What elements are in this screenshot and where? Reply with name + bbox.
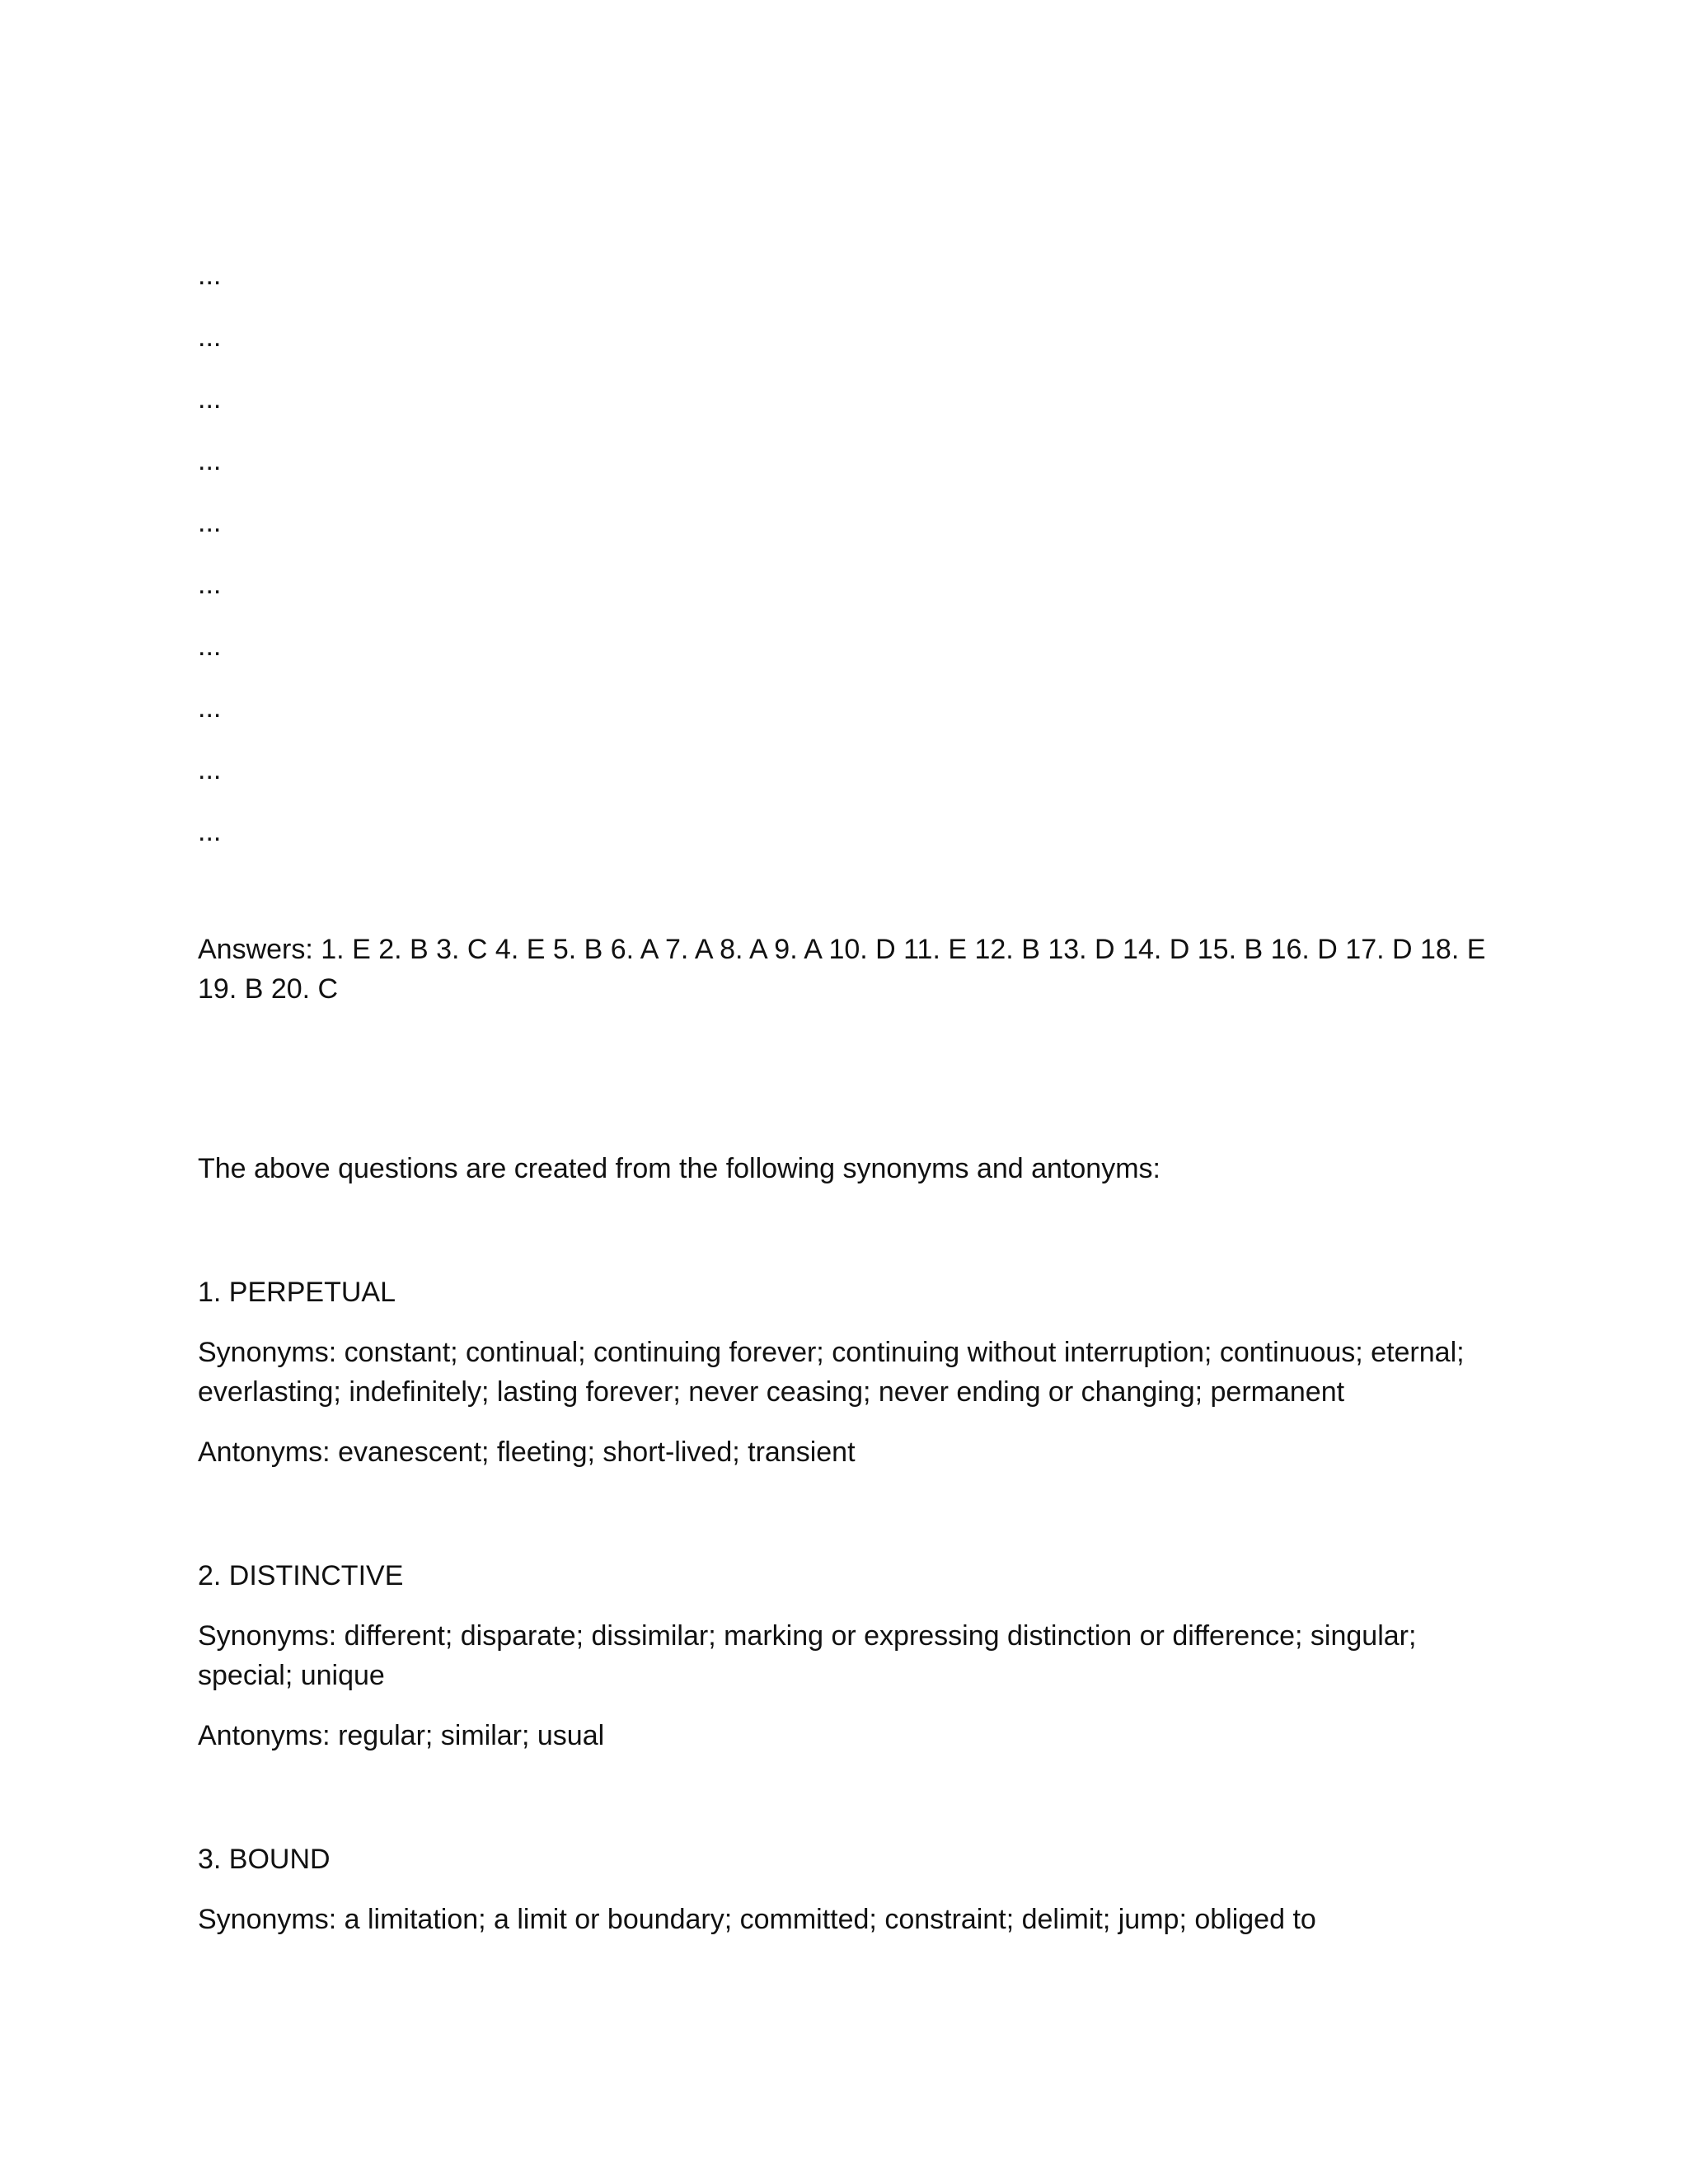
ellipsis-line: ... bbox=[198, 383, 222, 415]
answers-key: Answers: 1. E 2. B 3. C 4. E 5. B 6. A 7. A 8. A 9. A 10. D 11. E 12. B 13. D 14. D 15. B 16. D 17. D 18. E 19. B 20. C bbox=[198, 934, 1486, 1005]
ellipsis-line: ... bbox=[198, 816, 222, 847]
entry-antonyms: Antonyms: regular; similar; usual bbox=[198, 1720, 605, 1751]
entry-synonyms: Synonyms: constant; continual; continuing forever; continuing without interruption; continuous; eternal; everlasting; indefinitely; lasting forever; never ceasing; never ending or changing; permanent bbox=[198, 1337, 1465, 1408]
ellipsis-line: ... bbox=[198, 445, 222, 476]
entry-title: 3. BOUND bbox=[198, 1844, 331, 1875]
ellipsis-line: ... bbox=[198, 260, 222, 291]
ellipsis-line: ... bbox=[198, 630, 222, 662]
ellipsis-line: ... bbox=[198, 692, 222, 724]
entry-synonyms: Synonyms: different; disparate; dissimilar; marking or expressing distinction or difference; singular; special; unique bbox=[198, 1620, 1417, 1691]
ellipsis-line: ... bbox=[198, 321, 222, 353]
entry-title: 2. DISTINCTIVE bbox=[198, 1560, 404, 1591]
intro-text: The above questions are created from the following synonyms and antonyms: bbox=[198, 1153, 1160, 1184]
entry-distinctive bbox=[198, 1556, 1492, 1755]
entry-synonyms: Synonyms: a limitation; a limit or boundary; committed; constraint; delimit; jump; obliged to bbox=[198, 1904, 1316, 1935]
document-page bbox=[198, 255, 1492, 1939]
ellipsis-line: ... bbox=[198, 507, 222, 538]
entry-antonyms: Antonyms: evanescent; fleeting; short-lived; transient bbox=[198, 1436, 856, 1468]
entry-perpetual bbox=[198, 1272, 1492, 1472]
entry-title: 1. PERPETUAL bbox=[198, 1277, 396, 1308]
entry-bound bbox=[198, 1840, 1492, 1939]
ellipsis-line: ... bbox=[198, 754, 222, 785]
ellipsis-list bbox=[198, 255, 1492, 874]
ellipsis-line: ... bbox=[198, 569, 222, 600]
